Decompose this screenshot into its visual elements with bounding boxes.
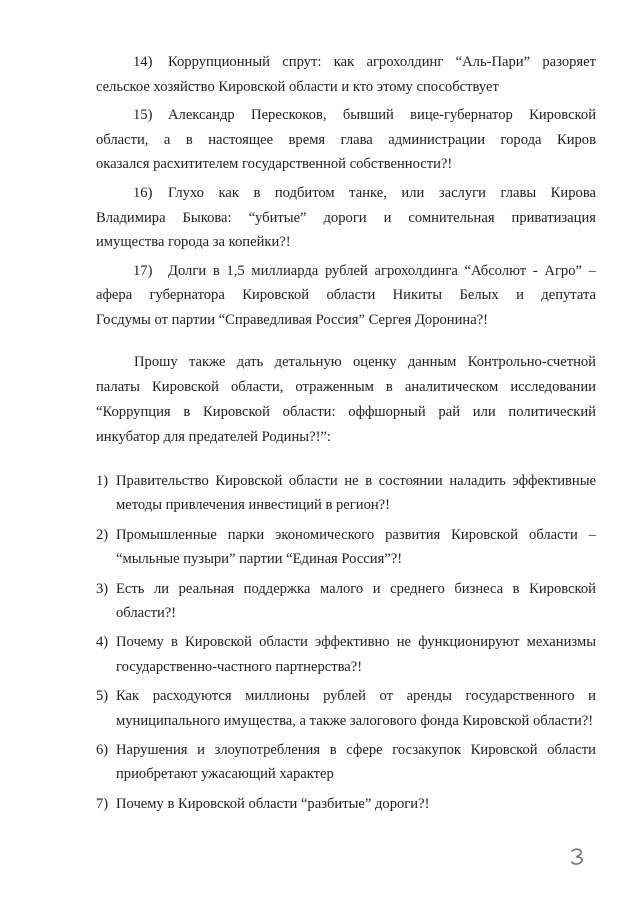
list-item-line: сельское хозяйство Кировской области и кто этому способствует <box>96 78 499 95</box>
list-item-line: Глухо как в подбитом танке, или заслуги главы Кирова <box>168 184 596 201</box>
list-item-line: афера губернатора Кировской области Никиты Белых и депутата <box>96 287 596 304</box>
list-item <box>96 738 596 787</box>
analysis-questions-list <box>96 469 596 821</box>
list-item-line: Коррупционный спрут: как агрохолдинг “Аль-Пари” разоряет <box>168 54 596 70</box>
list-item-text: Нарушения и злоупотребления в сфере госзакупок Кировской области приобретают ужасающий характер <box>116 742 596 783</box>
list-item <box>96 792 596 816</box>
list-item-number: 3) <box>96 580 109 597</box>
list-item-number: 6) <box>96 742 109 759</box>
list-item-text: Почему в Кировской области “разбитые” дороги?! <box>116 795 430 812</box>
list-item-line: области, а в настоящее время глава администрации города Киров <box>96 131 596 148</box>
list-item-text: Как расходуются миллионы рублей от аренды государственного и муниципального имущества, а также залогового фонда Кировской области?! <box>116 688 596 729</box>
list-item <box>96 103 596 177</box>
list-item-text: Промышленные парки экономического развития Кировской области – “мыльные пузыри” партии “Единая Россия”?! <box>116 526 596 568</box>
list-item <box>96 259 596 333</box>
request-paragraph: Прошу также дать детальную оценку данным Контрольно-счетной палаты Кировской области, отраженным в аналитическом исследовании “Коррупция в Кировской области: оффшорный рай или политический инкубатор для предателей Родины?!”: <box>96 354 596 445</box>
corruption-topics-list <box>96 50 596 333</box>
list-item <box>96 469 596 518</box>
list-item <box>96 577 596 626</box>
list-item <box>96 523 596 572</box>
list-item-line: Александр Перескоков, бывший вице-губернатор Кировской <box>168 107 596 124</box>
list-item-text: Почему в Кировской области эффективно не функционируют механизмы государственно-частного партнерства?! <box>116 634 596 675</box>
list-item-number: 16) <box>133 184 153 201</box>
list-item-number: 5) <box>96 688 109 705</box>
list-item-number: 2) <box>96 526 109 543</box>
handwritten-page-number <box>568 842 594 868</box>
list-item <box>96 630 596 679</box>
list-item-text: Есть ли реальная поддержка малого и среднего бизнеса в Кировской области?! <box>116 580 596 622</box>
list-item-number: 15) <box>133 107 153 124</box>
list-item-number: 14) <box>133 54 153 70</box>
list-item <box>96 684 596 733</box>
list-item <box>96 181 596 255</box>
list-item-text: Правительство Кировской области не в состоянии наладить эффективные методы привлечения инвестиций в регион?! <box>116 473 596 514</box>
list-item-line: имущества города за копейки?! <box>96 234 291 251</box>
list-item-line: Владимира Быкова: “убитые” дороги и сомнительная приватизация <box>96 209 596 226</box>
list-item <box>96 50 596 99</box>
list-item-line: Долги в 1,5 миллиарда рублей агрохолдинга “Абсолют - Агро” – <box>168 262 596 279</box>
list-item-number: 1) <box>96 473 109 489</box>
list-item-line: оказался расхитителем государственной собственности?! <box>96 156 453 173</box>
list-item-number: 4) <box>96 634 109 651</box>
list-item-number: 17) <box>133 262 153 279</box>
list-item-number: 7) <box>96 795 109 812</box>
list-item-line: Госдумы от партии “Справедливая Россия” Сергея Доронина?! <box>96 311 489 328</box>
